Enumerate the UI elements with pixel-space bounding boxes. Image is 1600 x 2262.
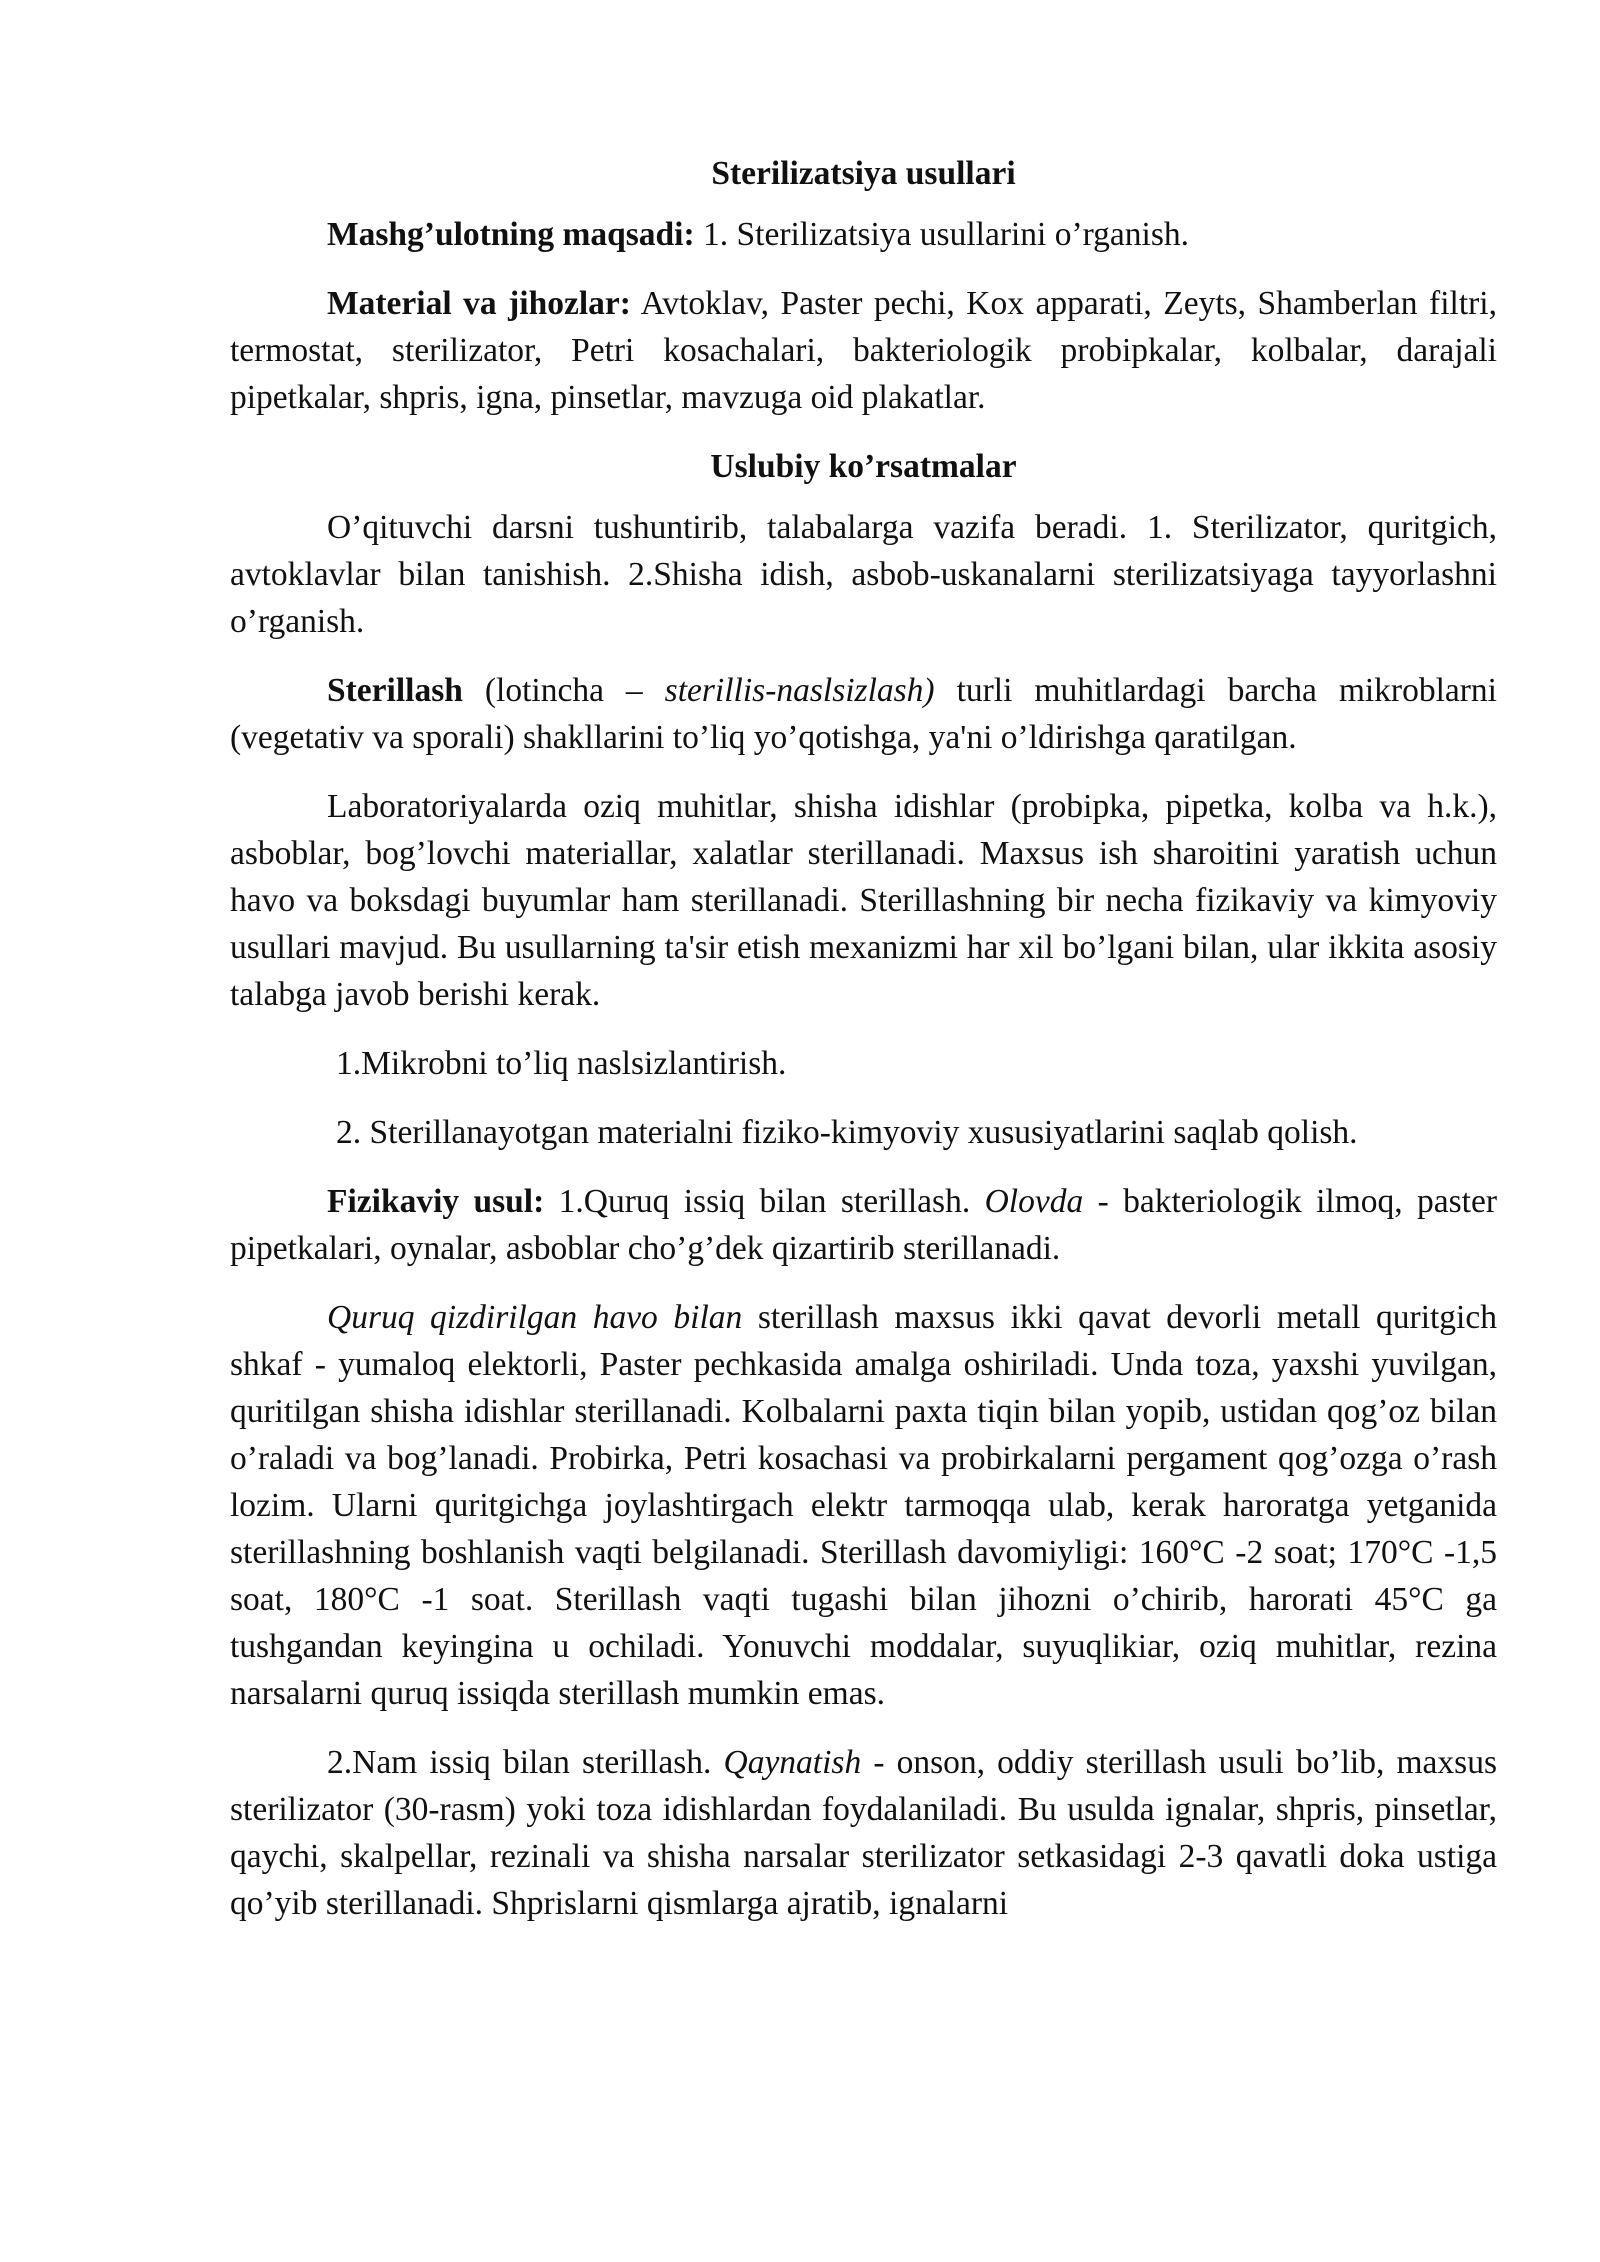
requirement-item-2: 2. Sterillanayotgan materialni fiziko-kimyoviy xususiyatlarini saqlab qolish. <box>336 1114 1358 1151</box>
physical-method-paragraph <box>230 1178 1497 1272</box>
teacher-paragraph: O’qituvchi darsni tushuntirib, talabalarga vazifa beradi. 1. Sterilizator, quritgich, avtoklavlar bilan tanishish. 2.Shisha idish, asbob-uskanalarni sterilizatsiyaga tayyorlashni o’rganish. <box>230 509 1497 640</box>
wet-heat-text-1: 2.Nam issiq bilan sterillash. <box>327 1744 724 1781</box>
purpose-label: Mashg’ulotning maqsadi: <box>327 216 695 253</box>
materials-paragraph <box>230 280 1497 421</box>
sterillash-italic: sterillis-naslsizlash) <box>664 672 935 709</box>
physical-italic: Olovda <box>984 1183 1084 1220</box>
laboratory-paragraph: Laboratoriyalarda oziq muhitlar, shisha idishlar (probipka, pipetka, kolba va h.k.), asboblar, bog’lovchi materiallar, xalatlar sterillanadi. Maxsus ish sharoitini yaratish uchun havo va boksdagi buyumlar ham sterillanadi. Sterillashning bir necha fizikaviy va kimyoviy usullari mavjud. Bu usullarning ta'sir etish mexanizmi har xil bo’lgani bilan, ular ikkita asosiy talabga javob berishi kerak. <box>230 788 1497 1013</box>
purpose-paragraph <box>230 211 1497 258</box>
materials-label: Material va jihozlar: <box>327 285 631 322</box>
sterillash-paragraph <box>230 667 1497 761</box>
materials-text: Avtoklav, Paster pechi, Kox apparati, Zeyts, Shamberlan filtri, termostat, sterilizator, Petri kosachalari, bakteriologik probipkalar, kolbalar, darajali pipetkalar, shpris, igna, pinsetlar, mavzuga oid plakatlar. <box>230 285 1497 416</box>
wet-heat-text-2: - onson, oddiy sterillash usuli bo’lib, maxsus sterilizator (30-rasm) yoki toza idishlardan foydalaniladi. Bu usulda ignalar, shpris, pinsetlar, qaychi, skalpellar, rezinali va shisha narsalar sterilizator setkasidagi 2-3 qavatli doka ustiga qo’yib sterillanadi. Shprislarni qismlarga ajratib, ignalarni <box>230 1744 1497 1922</box>
sterillash-term: Sterillash <box>327 672 463 709</box>
dry-air-italic: Quruq qizdirilgan havo bilan <box>327 1299 743 1336</box>
requirement-item-1: 1.Mikrobni to’liq naslsizlantirish. <box>336 1045 787 1082</box>
physical-label: Fizikaviy usul: <box>327 1183 545 1220</box>
wet-heat-italic: Qaynatish <box>723 1744 862 1781</box>
physical-text-2: - bakteriologik ilmoq, paster pipetkalari, oynalar, asboblar cho’g’dek qizartirib sterillanadi. <box>230 1183 1497 1267</box>
document-title: Sterilizatsiya usullari <box>711 155 1016 192</box>
section-subtitle: Uslubiy ko’rsatmalar <box>710 448 1017 485</box>
purpose-text: 1. Sterilizatsiya usullarini o’rganish. <box>694 216 1190 253</box>
wet-heat-paragraph <box>230 1739 1497 1927</box>
sterillash-rest: turli muhitlardagi barcha mikroblarni (vegetativ va sporali) shakllarini to’liq yo’qotishga, ya'ni o’ldirishga qaratilgan. <box>230 672 1497 756</box>
physical-text-1: 1.Quruq issiq bilan sterillash. <box>544 1183 985 1220</box>
dry-air-text: sterillash maxsus ikki qavat devorli metall quritgich shkaf - yumaloq elektorli, Paster pechkasida amalga oshiriladi. Unda toza, yaxshi yuvilgan, quritilgan shisha idishlar sterillanadi. Kolbalarni paxta tiqin bilan yopib, ustidan qog’oz bilan o’raladi va bog’lanadi. Probirka, Petri kosachasi va probirkalarni pergament qog’ozga o’rash lozim. Ularni quritgichga joylashtirgach elektr tarmoqqa ulab, kerak haroratga yetganida sterillashning boshlanish vaqti belgilanadi. Sterillash davomiyligi: 160°C -2 soat; 170°C -1,5 soat, 180°C -1 soat. Sterillash vaqti tugashi bilan jihozni o’chirib, harorati 45°C ga tushgandan keyingina u ochiladi. Yonuvchi moddalar, suyuqlikiar, oziq muhitlar, rezina narsalarni quruq issiqda sterillash mumkin emas. <box>230 1299 1497 1712</box>
sterillash-pre: (lotincha – <box>462 672 665 709</box>
dry-air-paragraph <box>230 1294 1497 1717</box>
